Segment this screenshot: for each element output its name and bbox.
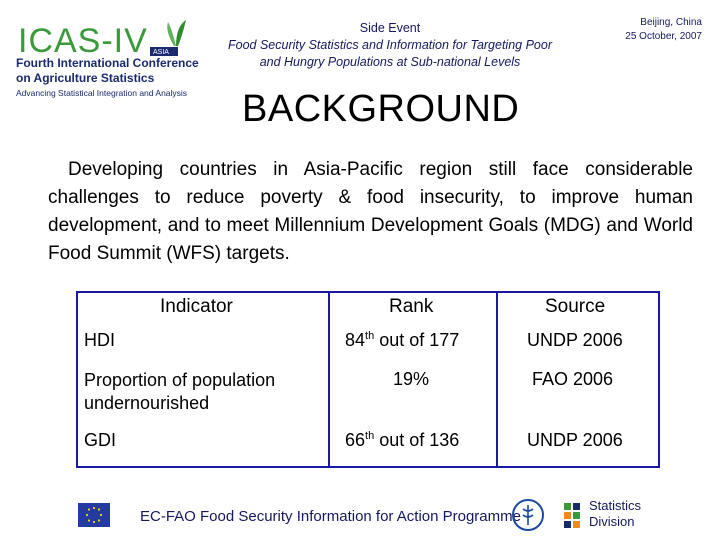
table-cell-source: FAO 2006: [532, 369, 614, 389]
logo-tagline: Advancing Statistical Integration and Analysis: [16, 88, 188, 98]
conference-logo: [10, 12, 199, 102]
table-cell-source: UNDP 2006: [527, 430, 623, 450]
table-divider: [496, 293, 498, 466]
event-date: 25 October, 2007: [625, 31, 702, 42]
table-cell-source: UNDP 2006: [527, 330, 623, 350]
event-location-date: [625, 16, 702, 44]
logo-badge: ASIA: [153, 49, 169, 56]
event-header: [190, 20, 590, 71]
statistics-division-icon: [562, 500, 588, 530]
table-cell-rank: 66th out of 136: [345, 430, 460, 450]
table-header-indicator: Indicator: [160, 296, 233, 317]
event-title: Side Event: [359, 21, 421, 35]
event-place: Beijing, China: [640, 17, 702, 28]
footer-programme-text: EC-FAO Food Security Information for Action Programme: [140, 508, 521, 525]
table-cell-indicator: Proportion of population undernourished: [84, 370, 276, 413]
table-divider: [328, 293, 330, 466]
fao-logo-icon: [512, 497, 544, 533]
event-subtitle-line-1: Food Security Statistics and Information for Targeting Poor: [227, 38, 552, 52]
svg-text:ICAS-IV: ICAS-IV: [18, 22, 148, 60]
statistics-division-label: Statistics Division: [589, 498, 642, 529]
section-title: BACKGROUND: [242, 88, 520, 130]
background-paragraph: Developing countries in Asia-Pacific region still face considerable challenges to reduce poverty & food insecurity, to improve human development, and to meet Millennium Development Goals (MDG) and World Food Summit (WFS) targets.: [48, 159, 693, 264]
logo-line-1: Fourth International Conference: [16, 56, 199, 70]
table-cell-indicator: GDI: [84, 430, 117, 450]
table-cell-rank: 84th out of 177: [345, 330, 460, 350]
event-subtitle-line-2: and Hungry Populations at Sub-national Levels: [259, 55, 521, 69]
table-cell-indicator: HDI: [84, 330, 115, 350]
table-cell-rank: 19%: [393, 369, 430, 389]
logo-line-2: on Agriculture Statistics: [16, 71, 155, 85]
eu-flag-icon: [78, 503, 110, 527]
table-header-source: Source: [545, 296, 606, 317]
table-header-rank: Rank: [389, 296, 434, 317]
